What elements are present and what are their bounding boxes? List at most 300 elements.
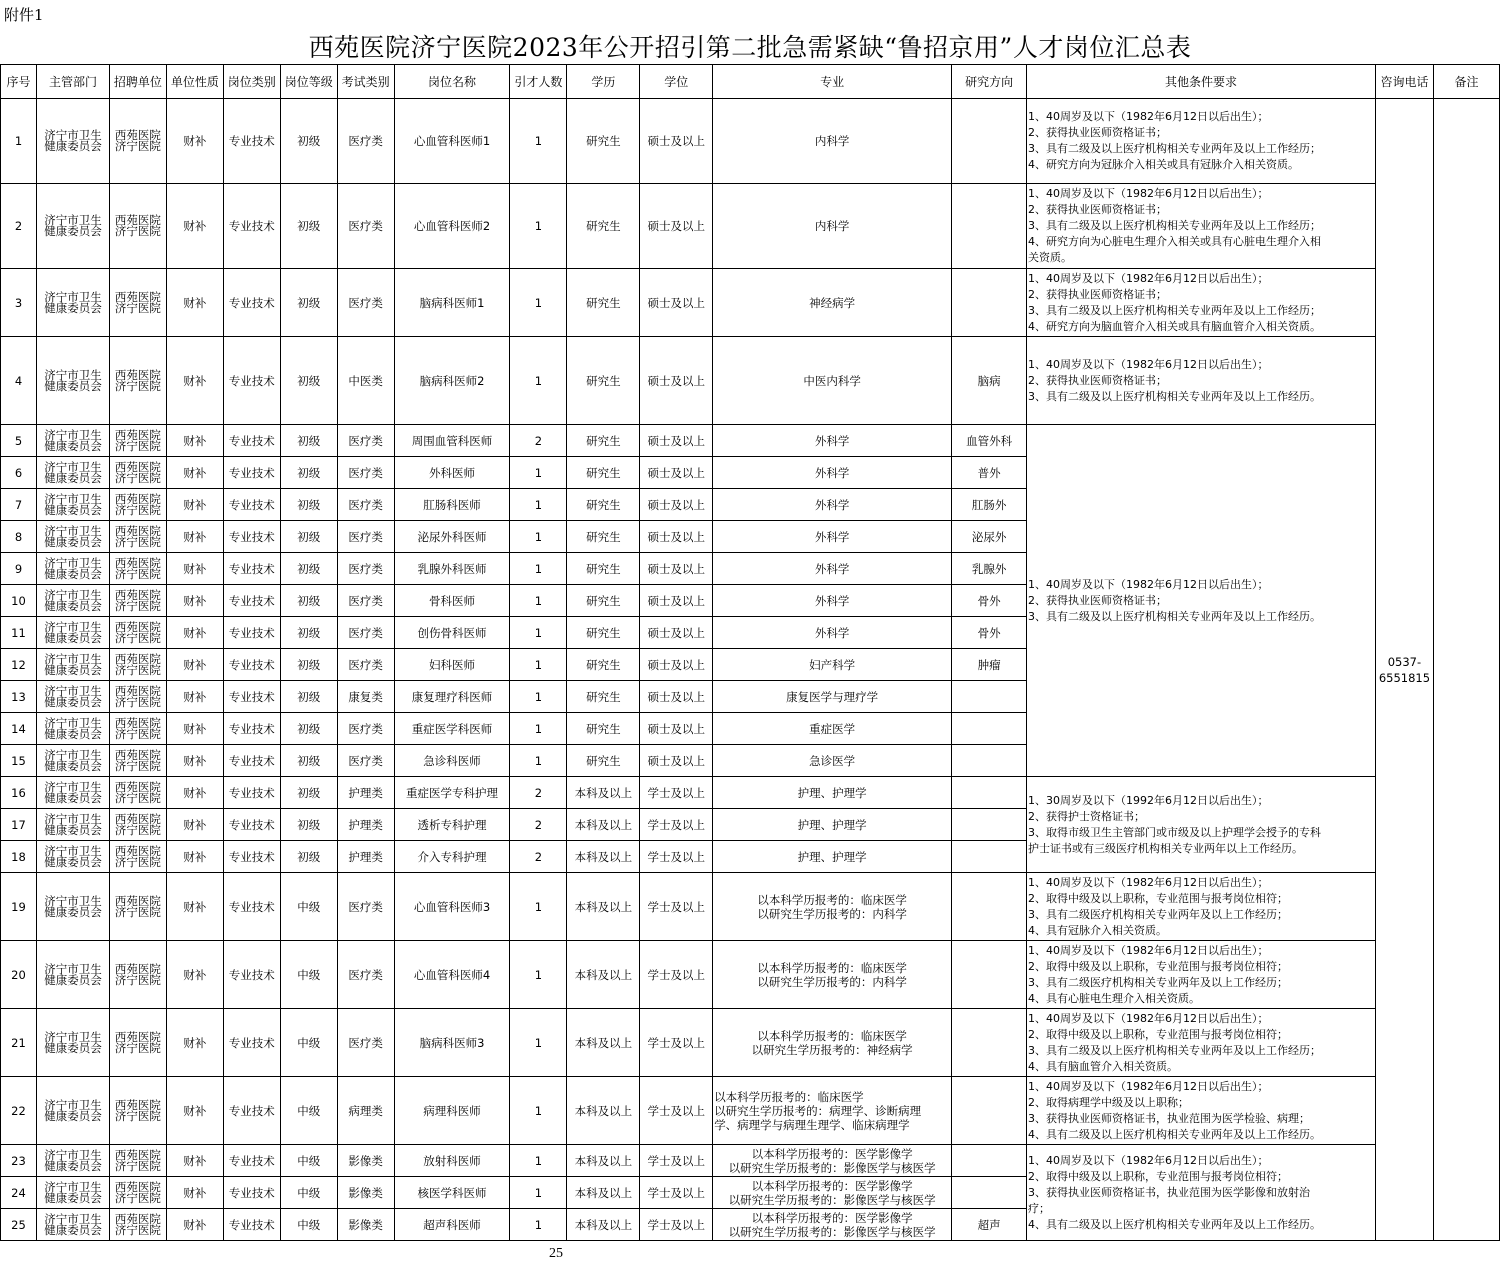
- dept-line: 健康委员会: [44, 139, 102, 153]
- major-cell: [713, 337, 952, 425]
- dept-line: 健康委员会: [44, 438, 102, 453]
- count-cell: 2: [510, 777, 567, 809]
- condition-line: 3、取得市级卫生主管部门或市级及以上护理学会授予的专科: [1028, 825, 1322, 839]
- row-number: 10: [1, 585, 37, 617]
- major-cell: [713, 457, 952, 489]
- condition-line: 1、40周岁及以下（1982年6月12日以后出生）；: [1028, 357, 1269, 371]
- condition-line: 护士证书或有三级医疗机构相关专业两年以上工作经历。: [1028, 841, 1304, 855]
- row-number: 9: [1, 553, 37, 585]
- exam-cell: 医疗类: [337, 521, 394, 553]
- condition-line: 3、具有二级及以上医疗机构相关专业两年及以上工作经历；: [1028, 303, 1322, 317]
- degree-cell: 硕士及以上: [640, 99, 713, 184]
- direction-cell: 肿瘤: [952, 649, 1027, 681]
- level-cell: 初级: [280, 553, 337, 585]
- major-cell: [713, 1209, 952, 1241]
- condition-line: 2、获得执业医师资格证书；: [1028, 593, 1168, 607]
- major-line: 以本科学历报考的：临床医学: [757, 960, 907, 975]
- nature-cell: 财补: [166, 841, 223, 873]
- condition-line: 1、40周岁及以下（1982年6月12日以后出生）；: [1028, 1153, 1269, 1167]
- direction-cell: 普外: [952, 457, 1027, 489]
- category-cell: 专业技术: [223, 1145, 280, 1177]
- post-cell: 脑病科医师2: [394, 337, 510, 425]
- dept-cell: [36, 1209, 109, 1241]
- table-row: [1, 1009, 1500, 1077]
- major-line: 急诊医学: [809, 753, 856, 768]
- condition-line: 4、具有冠脉介入相关资质。: [1028, 923, 1168, 937]
- dept-cell: [36, 681, 109, 713]
- dept-line: 健康委员会: [44, 758, 102, 773]
- row-number: 1: [1, 99, 37, 184]
- post-cell: 重症医学科医师: [394, 713, 510, 745]
- unit-cell: [109, 521, 166, 553]
- major-cell: [713, 489, 952, 521]
- category-cell: 专业技术: [223, 873, 280, 941]
- count-cell: 1: [510, 1009, 567, 1077]
- level-cell: 初级: [280, 489, 337, 521]
- category-cell: 专业技术: [223, 585, 280, 617]
- direction-cell: [952, 1009, 1027, 1077]
- direction-cell: 乳腺外: [952, 553, 1027, 585]
- education-cell: 本科及以上: [567, 1209, 640, 1241]
- direction-cell: 骨外: [952, 585, 1027, 617]
- header-nature: 单位性质: [166, 65, 223, 99]
- dept-line: 健康委员会: [44, 790, 102, 805]
- level-cell: 初级: [280, 681, 337, 713]
- level-cell: 初级: [280, 745, 337, 777]
- nature-cell: 财补: [166, 457, 223, 489]
- dept-line: 健康委员会: [44, 1222, 102, 1237]
- major-line: 护理、护理学: [797, 817, 867, 832]
- category-cell: 专业技术: [223, 809, 280, 841]
- unit-line: 济宁医院: [114, 438, 161, 453]
- post-cell: 外科医师: [394, 457, 510, 489]
- major-line: 外科学: [814, 561, 850, 576]
- row-number: 20: [1, 941, 37, 1009]
- category-cell: 专业技术: [223, 521, 280, 553]
- education-cell: 研究生: [567, 649, 640, 681]
- row-number: 2: [1, 184, 37, 269]
- phone-cell: [1375, 99, 1433, 1241]
- major-line: 以研究生学历报考的：内科学: [757, 906, 907, 921]
- degree-cell: 学士及以上: [640, 1177, 713, 1209]
- degree-cell: 学士及以上: [640, 809, 713, 841]
- post-cell: 妇科医师: [394, 649, 510, 681]
- level-cell: 初级: [280, 617, 337, 649]
- nature-cell: 财补: [166, 777, 223, 809]
- table-row: [1, 873, 1500, 941]
- category-cell: 专业技术: [223, 553, 280, 585]
- direction-cell: 肛肠外: [952, 489, 1027, 521]
- count-cell: 1: [510, 1209, 567, 1241]
- row-number: 22: [1, 1077, 37, 1145]
- level-cell: 中级: [280, 1209, 337, 1241]
- direction-cell: [952, 184, 1027, 269]
- degree-cell: 硕士及以上: [640, 184, 713, 269]
- unit-line: 西苑医院: [114, 1147, 161, 1162]
- unit-line: 济宁医院: [114, 758, 161, 773]
- condition-line: 1、40周岁及以下（1982年6月12日以后出生）；: [1028, 187, 1269, 200]
- major-cell: [713, 585, 952, 617]
- total-count: 25: [549, 1246, 563, 1261]
- condition-line: 3、具有二级及以上医疗机构相关专业两年及以上工作经历；: [1028, 219, 1322, 232]
- major-line: 以本科学历报考的：医学影像学: [751, 1178, 913, 1193]
- level-cell: 初级: [280, 841, 337, 873]
- dept-line: 健康委员会: [44, 822, 102, 837]
- major-cell: [713, 425, 952, 457]
- unit-cell: [109, 617, 166, 649]
- condition-line: 1、30周岁及以下（1992年6月12日以后出生）；: [1028, 793, 1269, 807]
- dept-line: 济宁市卫生: [44, 491, 102, 506]
- nature-cell: 财补: [166, 873, 223, 941]
- unit-cell: [109, 681, 166, 713]
- table-row: [1, 1077, 1500, 1145]
- major-line: 以研究生学历报考的：内科学: [757, 974, 907, 989]
- post-cell: 肛肠科医师: [394, 489, 510, 521]
- exam-cell: 医疗类: [337, 585, 394, 617]
- dept-line: 济宁市卫生: [44, 1179, 102, 1194]
- dept-cell: [36, 489, 109, 521]
- dept-line: 济宁市卫生: [44, 715, 102, 730]
- condition-line: 疗；: [1028, 1201, 1051, 1215]
- post-cell: 超声科医师: [394, 1209, 510, 1241]
- education-cell: 研究生: [567, 745, 640, 777]
- level-cell: 初级: [280, 337, 337, 425]
- count-cell: 1: [510, 184, 567, 269]
- condition-line: 3、具有二级及以上医疗机构相关专业两年及以上工作经历。: [1028, 389, 1322, 403]
- unit-line: 西苑医院: [114, 779, 161, 794]
- degree-cell: 学士及以上: [640, 873, 713, 941]
- count-cell: 1: [510, 713, 567, 745]
- major-line: 外科学: [814, 593, 850, 608]
- exam-cell: 医疗类: [337, 713, 394, 745]
- row-number: 8: [1, 521, 37, 553]
- major-line: 护理、护理学: [797, 785, 867, 800]
- condition-line: 1、40周岁及以下（1982年6月12日以后出生）；: [1028, 875, 1269, 889]
- education-cell: 研究生: [567, 489, 640, 521]
- category-cell: 专业技术: [223, 649, 280, 681]
- category-cell: 专业技术: [223, 617, 280, 649]
- header-phone: 咨询电话: [1375, 65, 1433, 99]
- dept-cell: [36, 777, 109, 809]
- count-cell: 1: [510, 1077, 567, 1145]
- conditions-cell: [1027, 941, 1376, 1009]
- condition-line: 4、具有二级及以上医疗机构相关专业两年及以上工作经历。: [1028, 1217, 1322, 1231]
- dept-line: 健康委员会: [44, 300, 102, 315]
- education-cell: 研究生: [567, 585, 640, 617]
- major-line: 以本科学历报考的：临床医学: [757, 892, 907, 907]
- condition-line: 2、取得中级及以上职称，专业范围与报考岗位相符；: [1028, 959, 1289, 973]
- major-line: 以本科学历报考的：临床医学: [714, 1089, 864, 1104]
- unit-line: 西苑医院: [114, 523, 161, 538]
- degree-cell: 学士及以上: [640, 1009, 713, 1077]
- condition-line: 2、取得中级及以上职称，专业范围与报考岗位相符；: [1028, 1169, 1289, 1183]
- education-cell: 研究生: [567, 99, 640, 184]
- nature-cell: 财补: [166, 425, 223, 457]
- count-cell: 1: [510, 1145, 567, 1177]
- exam-cell: 医疗类: [337, 1009, 394, 1077]
- post-cell: 透析专科护理: [394, 809, 510, 841]
- major-line: 以研究生学历报考的：病理学、诊断病理: [714, 1103, 922, 1118]
- degree-cell: 学士及以上: [640, 841, 713, 873]
- condition-line: 4、研究方向为冠脉介入相关或具有冠脉介入相关资质。: [1028, 158, 1300, 171]
- exam-cell: 医疗类: [337, 184, 394, 269]
- count-cell: 1: [510, 553, 567, 585]
- exam-cell: 影像类: [337, 1145, 394, 1177]
- major-cell: [713, 809, 952, 841]
- unit-cell: [109, 425, 166, 457]
- unit-line: 济宁医院: [114, 630, 161, 645]
- level-cell: 中级: [280, 1077, 337, 1145]
- post-cell: 康复理疗科医师: [394, 681, 510, 713]
- major-cell: [713, 777, 952, 809]
- unit-cell: [109, 585, 166, 617]
- conditions-cell: [1027, 337, 1376, 425]
- row-number: 12: [1, 649, 37, 681]
- count-cell: 1: [510, 681, 567, 713]
- degree-cell: 硕士及以上: [640, 425, 713, 457]
- condition-line: 3、具有二级及以上医疗机构相关专业两年及以上工作经历；: [1028, 1043, 1322, 1057]
- major-cell: [713, 99, 952, 184]
- nature-cell: 财补: [166, 269, 223, 337]
- header-no: 序号: [1, 65, 37, 99]
- category-cell: 专业技术: [223, 457, 280, 489]
- count-cell: 1: [510, 521, 567, 553]
- row-number: 6: [1, 457, 37, 489]
- header-unit: 招聘单位: [109, 65, 166, 99]
- unit-cell: [109, 809, 166, 841]
- exam-cell: 医疗类: [337, 873, 394, 941]
- major-line: 以本科学历报考的：临床医学: [757, 1028, 907, 1043]
- unit-cell: [109, 649, 166, 681]
- exam-cell: 影像类: [337, 1209, 394, 1241]
- nature-cell: 财补: [166, 184, 223, 269]
- unit-line: 济宁医院: [114, 972, 161, 987]
- dept-cell: [36, 649, 109, 681]
- header-education: 学历: [567, 65, 640, 99]
- category-cell: 专业技术: [223, 184, 280, 269]
- unit-line: 西苑医院: [114, 491, 161, 506]
- major-line: 内科学: [814, 219, 850, 233]
- nature-cell: 财补: [166, 649, 223, 681]
- exam-cell: 中医类: [337, 337, 394, 425]
- post-cell: 心血管科医师1: [394, 99, 510, 184]
- major-cell: [713, 941, 952, 1009]
- condition-line: 4、具有心脏电生理介入相关资质。: [1028, 991, 1201, 1005]
- exam-cell: 医疗类: [337, 99, 394, 184]
- condition-line: 2、取得中级及以上职称，专业范围与报考岗位相符；: [1028, 1027, 1289, 1041]
- conditions-cell: [1027, 269, 1376, 337]
- condition-line: 3、具有二级医疗机构相关专业两年及以上工作经历；: [1028, 975, 1289, 989]
- dept-line: 济宁市卫生: [44, 459, 102, 474]
- remarks-cell: [1433, 99, 1499, 1241]
- row-number: 15: [1, 745, 37, 777]
- unit-line: 济宁医院: [114, 1040, 161, 1055]
- education-cell: 本科及以上: [567, 1145, 640, 1177]
- table-row: [1, 184, 1500, 269]
- exam-cell: 护理类: [337, 777, 394, 809]
- unit-line: 西苑医院: [114, 1211, 161, 1226]
- exam-cell: 康复类: [337, 681, 394, 713]
- table-row: [1, 941, 1500, 1009]
- condition-line: 4、具有脑血管介入相关资质。: [1028, 1059, 1179, 1073]
- count-cell: 1: [510, 489, 567, 521]
- level-cell: 初级: [280, 425, 337, 457]
- dept-line: 济宁市卫生: [44, 779, 102, 794]
- condition-line: 1、40周岁及以下（1982年6月12日以后出生）；: [1028, 1079, 1269, 1093]
- category-cell: 专业技术: [223, 489, 280, 521]
- row-number: 24: [1, 1177, 37, 1209]
- nature-cell: 财补: [166, 1009, 223, 1077]
- education-cell: 本科及以上: [567, 1009, 640, 1077]
- dept-line: 健康委员会: [44, 972, 102, 987]
- unit-line: 西苑医院: [114, 811, 161, 826]
- row-number: 19: [1, 873, 37, 941]
- direction-cell: [952, 777, 1027, 809]
- unit-line: 济宁医院: [114, 1108, 161, 1123]
- degree-cell: 硕士及以上: [640, 681, 713, 713]
- header-count: 引才人数: [510, 65, 567, 99]
- major-cell: [713, 745, 952, 777]
- conditions-cell: [1027, 184, 1376, 269]
- row-number: 3: [1, 269, 37, 337]
- post-cell: 创伤骨科医师: [394, 617, 510, 649]
- category-cell: 专业技术: [223, 1209, 280, 1241]
- direction-cell: [952, 745, 1027, 777]
- major-cell: [713, 617, 952, 649]
- unit-cell: [109, 745, 166, 777]
- direction-cell: 泌尿外: [952, 521, 1027, 553]
- category-cell: 专业技术: [223, 1009, 280, 1077]
- unit-line: 西苑医院: [114, 843, 161, 858]
- major-line: 以研究生学历报考的：神经病学: [751, 1042, 913, 1057]
- exam-cell: 护理类: [337, 841, 394, 873]
- dept-line: 健康委员会: [44, 598, 102, 613]
- direction-cell: [952, 269, 1027, 337]
- conditions-cell: [1027, 425, 1376, 777]
- unit-line: 济宁医院: [114, 378, 161, 393]
- unit-line: 西苑医院: [114, 128, 161, 142]
- dept-cell: [36, 553, 109, 585]
- header-exam: 考试类别: [337, 65, 394, 99]
- unit-cell: [109, 1009, 166, 1077]
- post-cell: 重症医学专科护理: [394, 777, 510, 809]
- phone-line: 0537-: [1387, 654, 1422, 669]
- condition-line: 2、取得病理学中级及以上职称；: [1028, 1095, 1190, 1109]
- education-cell: 研究生: [567, 457, 640, 489]
- major-line: 以本科学历报考的：医学影像学: [751, 1146, 913, 1161]
- unit-line: 济宁医院: [114, 139, 161, 153]
- condition-line: 2、获得护士资格证书；: [1028, 809, 1146, 823]
- condition-line: 4、研究方向为心脏电生理介入相关或具有心脏电生理介入相: [1028, 235, 1322, 248]
- exam-cell: 影像类: [337, 1177, 394, 1209]
- dept-line: 健康委员会: [44, 1108, 102, 1123]
- dept-line: 济宁市卫生: [44, 523, 102, 538]
- post-cell: 脑病科医师3: [394, 1009, 510, 1077]
- category-cell: 专业技术: [223, 425, 280, 457]
- unit-cell: [109, 777, 166, 809]
- condition-line: 3、获得执业医师资格证书，执业范围为医学检验、病理；: [1028, 1111, 1311, 1125]
- row-number: 4: [1, 337, 37, 425]
- dept-line: 健康委员会: [44, 904, 102, 919]
- header-remarks: 备注: [1433, 65, 1499, 99]
- dept-line: 济宁市卫生: [44, 961, 102, 976]
- dept-line: 济宁市卫生: [44, 843, 102, 858]
- category-cell: 专业技术: [223, 681, 280, 713]
- unit-cell: [109, 457, 166, 489]
- header-major: 专业: [713, 65, 952, 99]
- major-line: 外科学: [814, 529, 850, 544]
- major-line: 外科学: [814, 497, 850, 512]
- post-cell: 心血管科医师2: [394, 184, 510, 269]
- dept-line: 济宁市卫生: [44, 1147, 102, 1162]
- conditions-cell: [1027, 873, 1376, 941]
- major-line: 以研究生学历报考的：影像医学与核医学: [728, 1192, 936, 1207]
- unit-cell: [109, 1145, 166, 1177]
- table-row: [1, 269, 1500, 337]
- unit-cell: [109, 489, 166, 521]
- unit-cell: [109, 337, 166, 425]
- dept-line: 健康委员会: [44, 1158, 102, 1173]
- condition-line: 3、具有二级及以上医疗机构相关专业两年及以上工作经历。: [1028, 609, 1322, 623]
- table-row: [1, 99, 1500, 184]
- conditions-cell: [1027, 1009, 1376, 1077]
- nature-cell: 财补: [166, 681, 223, 713]
- education-cell: 研究生: [567, 337, 640, 425]
- unit-cell: [109, 1077, 166, 1145]
- row-number: 13: [1, 681, 37, 713]
- dept-line: 健康委员会: [44, 224, 102, 238]
- major-line: 以研究生学历报考的：影像医学与核医学: [728, 1224, 936, 1239]
- nature-cell: 财补: [166, 337, 223, 425]
- post-cell: 周围血管科医师: [394, 425, 510, 457]
- nature-cell: 财补: [166, 1145, 223, 1177]
- degree-cell: 学士及以上: [640, 941, 713, 1009]
- direction-cell: 脑病: [952, 337, 1027, 425]
- unit-line: 西苑医院: [114, 747, 161, 762]
- unit-line: 济宁医院: [114, 598, 161, 613]
- conditions-cell: [1027, 1077, 1376, 1145]
- unit-line: 济宁医院: [114, 694, 161, 709]
- post-cell: 病理科医师: [394, 1077, 510, 1145]
- nature-cell: 财补: [166, 489, 223, 521]
- dept-cell: [36, 457, 109, 489]
- category-cell: 专业技术: [223, 745, 280, 777]
- category-cell: 专业技术: [223, 269, 280, 337]
- nature-cell: 财补: [166, 941, 223, 1009]
- direction-cell: [952, 681, 1027, 713]
- direction-cell: 血管外科: [952, 425, 1027, 457]
- count-cell: 1: [510, 585, 567, 617]
- level-cell: 初级: [280, 521, 337, 553]
- dept-line: 济宁市卫生: [44, 427, 102, 442]
- major-cell: [713, 553, 952, 585]
- education-cell: 研究生: [567, 521, 640, 553]
- direction-cell: [952, 873, 1027, 941]
- conditions-cell: [1027, 1145, 1376, 1241]
- direction-cell: [952, 809, 1027, 841]
- dept-line: 济宁市卫生: [44, 587, 102, 602]
- condition-line: 1、40周岁及以下（1982年6月12日以后出生）；: [1028, 110, 1269, 123]
- dept-cell: [36, 99, 109, 184]
- count-cell: 1: [510, 337, 567, 425]
- nature-cell: 财补: [166, 99, 223, 184]
- major-line: 学、病理学与病理生理学、临床病理学: [714, 1117, 910, 1132]
- unit-cell: [109, 184, 166, 269]
- unit-cell: [109, 1177, 166, 1209]
- unit-line: 西苑医院: [114, 651, 161, 666]
- unit-cell: [109, 941, 166, 1009]
- exam-cell: 医疗类: [337, 553, 394, 585]
